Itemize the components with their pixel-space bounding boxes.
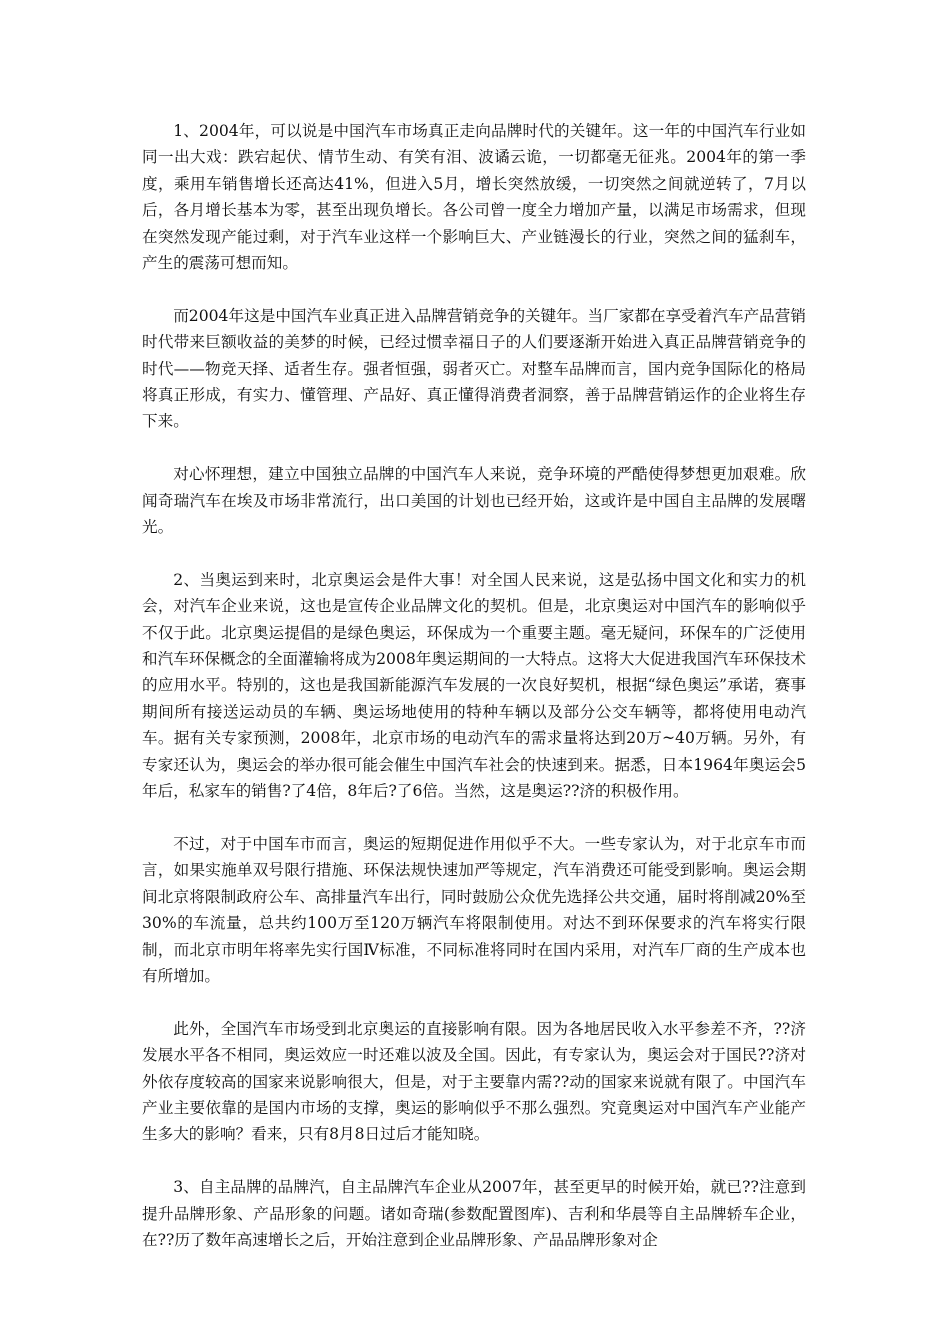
document-body	[142, 118, 806, 1280]
paragraph-6: 此外，全国汽车市场受到北京奥运的直接影响有限。因为各地居民收入水平参差不齐，??济发展水平各不相同，奥运效应一时还难以波及全国。因此，有专家认为，奥运会对于国民??济对外依存度较高的国家来说影响很大，但是，对于主要靠内需??动的国家来说就有限了。中国汽车产业主要依靠的是国内市场的支撑，奥运的影响似乎不那么强烈。究竟奥运对中国汽车产业能产生多大的影响？看来，只有8月8日过后才能知晓。	[142, 1019, 806, 1144]
paragraph-4: 2、当奥运到来时，北京奥运会是件大事！对全国人民来说，这是弘扬中国文化和实力的机会，对汽车企业来说，这也是宣传企业品牌文化的契机。但是，北京奥运对中国汽车的影响似乎不仅于此。北京奥运提倡的是绿色奥运，环保成为一个重要主题。毫无疑问，环保车的广泛使用和汽车环保概念的全面灌输将成为2008年奥运期间的一大特点。这将大大促进我国汽车环保技术的应用水平。特别的，这也是我国新能源汽车发展的一次良好契机，根据“绿色奥运”承诺，赛事期间所有接送运动员的车辆、奥运场地使用的特种车辆以及部分公交车辆等，都将使用电动汽车。据有关专家预测，2008年，北京市场的电动汽车的需求量将达到20万~40万辆。另外，有专家还认为，奥运会的举办很可能会催生中国汽车社会的快速到来。据悉，日本1964年奥运会5年后，私家车的销售?了4倍，8年后?了6倍。当然，这是奥运??济的积极作用。	[142, 570, 806, 801]
paragraph-5: 不过，对于中国车市而言，奥运的短期促进作用似乎不大。一些专家认为，对于北京车市而言，如果实施单双号限行措施、环保法规快速加严等规定，汽车消费还可能受到影响。奥运会期间北京将限制政府公车、高排量汽车出行，同时鼓励公众优先选择公共交通，届时将削减20%至30%的车流量，总共约100万至120万辆汽车将限制使用。对达不到环保要求的汽车将实行限制，而北京市明年将率先实行国Ⅳ标准，不同标准将同时在国内采用，对汽车厂商的生产成本也有所增加。	[142, 834, 806, 985]
paragraph-2: 而2004年这是中国汽车业真正进入品牌营销竞争的关键年。当厂家都在享受着汽车产品营销时代带来巨额收益的美梦的时候，已经过惯幸福日子的人们要逐渐开始进入真正品牌营销竞争的时代——物竞天择、适者生存。强者恒强，弱者灭亡。对整车品牌而言，国内竞争国际化的格局将真正形成，有实力、懂管理、产品好、真正懂得消费者洞察，善于品牌营销运作的企业将生存下来。	[142, 306, 806, 431]
paragraph-3: 对心怀理想，建立中国独立品牌的中国汽车人来说，竞争环境的严酷使得梦想更加艰难。欣闻奇瑞汽车在埃及市场非常流行，出口美国的计划也已经开始，这或许是中国自主品牌的发展曙光。	[142, 465, 806, 537]
paragraph-1: 1、2004年，可以说是中国汽车市场真正走向品牌时代的关键年。这一年的中国汽车行业如同一出大戏：跌宕起伏、情节生动、有笑有泪、波谲云诡，一切都毫无征兆。2004年的第一季度，乘用车销售增长还高达41%，但进入5月，增长突然放缓，一切突然之间就逆转了，7月以后，各月增长基本为零，甚至出现负增长。各公司曾一度全力增加产量，以满足市场需求，但现在突然发现产能过剩，对于汽车业这样一个影响巨大、产业链漫长的行业，突然之间的猛刹车，产生的震荡可想而知。	[142, 122, 806, 273]
paragraph-7: 3、自主品牌的品牌汽，自主品牌汽车企业从2007年，甚至更早的时候开始，就已??注意到提升品牌形象、产品形象的问题。诸如奇瑞(参数配置图库)、吉利和华晨等自主品牌轿车企业，在??历了数年高速增长之后，开始注意到企业品牌形象、产品品牌形象对企	[142, 1178, 806, 1249]
